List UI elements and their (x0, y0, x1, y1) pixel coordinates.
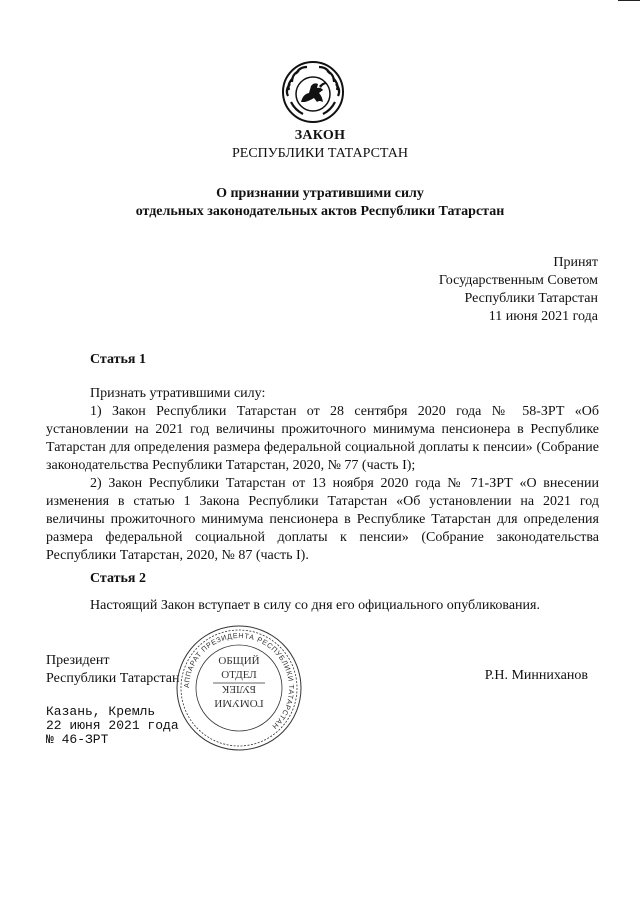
article-1-heading: Статья 1 (90, 352, 146, 367)
official-round-stamp-icon (175, 624, 303, 752)
article-1-item-2: 2) Закон Республики Татарстан от 13 ноября 2020 года № 71-ЗРТ «О внесении изменения в статью 1 Закона Республики Татарстан «Об установлении на 2021 год величины прожиточного минимума пенсионера в Республике Татарстан для определения размера федеральной социальной доплаты к пенсии» (Собрание законодательства Республики Татарстан, 2020, № 87 (часть I). (46, 476, 599, 563)
seal-center-line: ГОМУМИ (214, 697, 264, 709)
seal-center-line: ОТДЕЛ (221, 669, 257, 681)
seal-center-line: БУЛЕК (222, 683, 256, 695)
seal-ring-text: АППАРАТ ПРЕЗИДЕНТА РЕСПУБЛИКИ ТАТАРСТАН (181, 630, 297, 732)
adoption-line: Республики Татарстан (464, 291, 598, 306)
tatarstan-coat-of-arms-icon (281, 60, 345, 124)
seal-center-line: ОБЩИЙ (218, 655, 260, 667)
article-2-text: Настоящий Закон вступает в силу со дня его официального опубликования. (90, 598, 540, 613)
signatory-name: Р.Н. Минниханов (484, 668, 588, 683)
signatory-position (46, 652, 180, 688)
article-2-heading: Статья 2 (90, 571, 146, 586)
article-1-item-1: 1) Закон Республики Татарстан от 28 сентября 2020 года № 58-ЗРТ «Об установлении на 2021 год величины прожиточного минимума пенсионера в Республике Татарстан для определения размера федеральной социальной доплаты к пенсии» (Собрание законодательства Республики Татарстан, 2020, № 77 (часть I); (46, 404, 599, 473)
adoption-line: Государственным Советом (438, 273, 598, 288)
position-line: Республики Татарстан (46, 671, 180, 686)
scan-edge-mark (618, 0, 640, 1)
article-1-body (46, 385, 599, 565)
republic-title: РЕСПУБЛИКИ ТАТАРСТАН (231, 146, 408, 161)
place-date-number (46, 705, 179, 747)
article-1-intro: Признать утратившими силу: (90, 386, 266, 401)
law-subject-line1: О признании утратившими силу (216, 186, 424, 201)
adoption-line: Принят (553, 255, 598, 270)
law-subject-line2: отдельных законодательных актов Республики Татарстан (135, 204, 505, 219)
adoption-date: 11 июня 2021 года (488, 309, 598, 324)
law-number: № 46-ЗРТ (46, 732, 109, 747)
adoption-block (439, 254, 598, 326)
signing-date: 22 июня 2021 года (46, 718, 179, 733)
position-line: Президент (46, 653, 110, 668)
article-2-body (46, 597, 599, 615)
law-title: ЗАКОН (294, 128, 346, 143)
place: Казань, Кремль (46, 704, 156, 719)
